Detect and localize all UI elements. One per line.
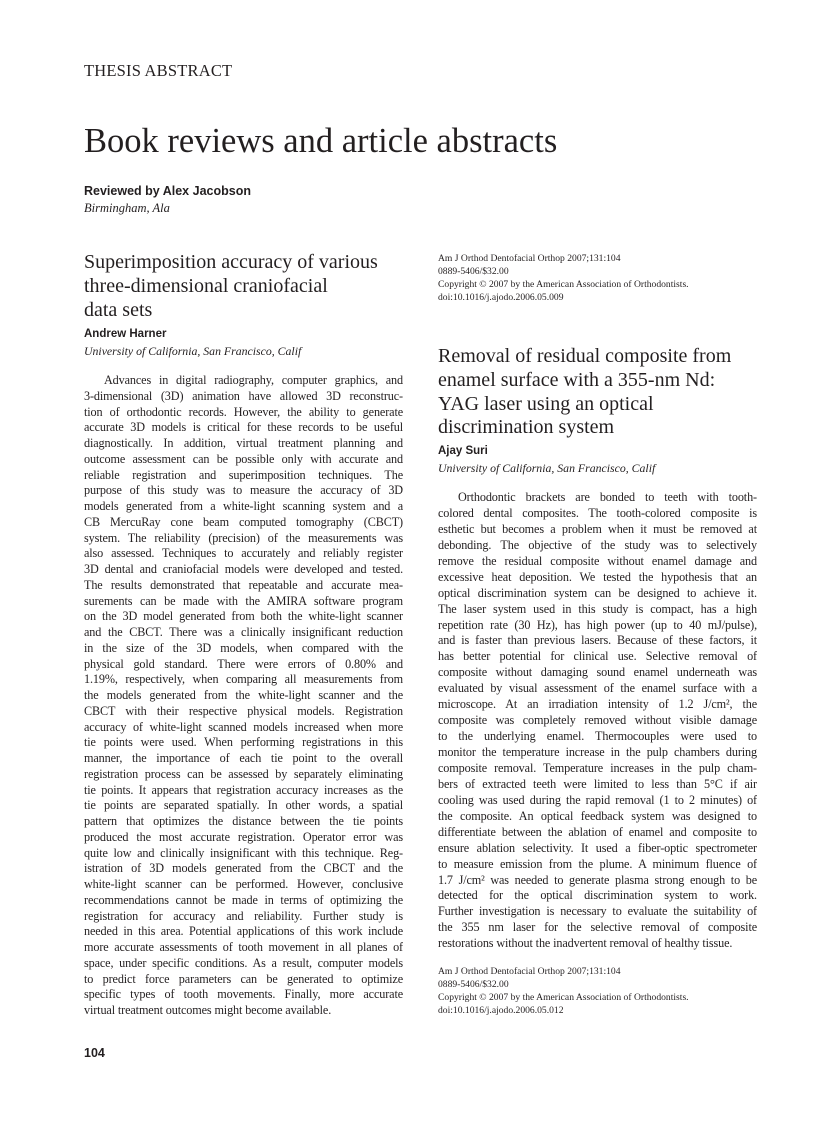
body-line: Further investigation is necessary to evaluate the suitability of — [438, 904, 757, 919]
body-line: the models generated from the white-light scanner and the — [84, 688, 403, 702]
body-line: physical gold standard. There were errors of 0.80% and — [84, 656, 403, 671]
body-line: quite low and clinically insignificant with this technique. Reg- — [84, 845, 403, 860]
citation-doi[interactable]: doi:10.1016/j.ajodo.2006.05.009 — [438, 292, 564, 303]
body-line: in the size of the 3D models, when compared with the — [84, 640, 403, 655]
body-line: colored dental composites. The tooth-colored composite is — [438, 505, 757, 520]
body-line: composite without damaging sound enamel underneath was — [438, 665, 757, 680]
body-line: monitor the temperature increase in the pulp chambers during — [438, 745, 757, 759]
body-line: tion of orthodontic records. However, the ability to generate — [84, 404, 403, 419]
body-line: diagnostically. In addition, virtual treatment planning and — [84, 436, 403, 450]
page-number: 104 — [84, 1046, 105, 1060]
body-line: the composite. An optical feedback system was designed to — [438, 808, 757, 823]
title-line: three-dimensional craniofacial — [84, 274, 328, 297]
body-line: space, under specific conditions. As a result, computer models — [84, 955, 403, 970]
body-line: registration for accuracy and reliability. Further study is — [84, 908, 403, 923]
body-line: needed in this area. Potential applications of this work include — [84, 924, 403, 939]
title-line: discrimination system — [438, 416, 615, 439]
body-line: manner, the importance of each tie point to the overall — [84, 751, 403, 765]
page-title: Book reviews and article abstracts — [84, 122, 558, 160]
reviewer-location: Birmingham, Ala — [84, 201, 170, 215]
body-line: CBCT with their respective physical models. Registration — [84, 703, 403, 718]
article2-title — [438, 345, 731, 440]
article1-citation — [438, 252, 689, 304]
body-line: to the underlying enamel. Thermocouples were used to — [438, 729, 757, 744]
body-line: accuracy of white-light scanned models increased when more — [84, 719, 403, 734]
article2-abstract — [438, 490, 757, 952]
article1-title — [84, 251, 378, 322]
body-line: debonding. The objective of the study was to selectively — [438, 537, 757, 552]
body-line: esthetic but becomes a problem when it must be removed at — [438, 521, 757, 536]
body-line: tie points. It appears that registration accuracy increases as the — [84, 782, 403, 797]
body-line: remove the residual composite without enamel damage and — [438, 553, 757, 568]
body-line: on the 3D model generated from both the white-light scanner — [84, 609, 403, 624]
body-line: The laser system used in this study is compact, has a high — [438, 601, 757, 616]
body-line: registration process can be assessed by separately eliminating — [84, 766, 403, 781]
body-line: outcome assessment can be possible only with accurate and — [84, 451, 403, 466]
body-line: excessive heat deposition. We tested the hypothesis that an — [438, 569, 757, 584]
body-line: microscope. At an irradiation intensity of 1.2 J/cm², the — [438, 697, 757, 712]
body-line: virtual treatment outcomes might become available. — [84, 1003, 332, 1017]
body-line: Orthodontic brackets are bonded to teeth with tooth- — [458, 490, 757, 504]
title-line: Superimposition accuracy of various — [84, 251, 378, 273]
citation-copyright: Copyright © 2007 by the American Association of Orthodontists. — [438, 279, 689, 290]
title-line: data sets — [84, 298, 153, 321]
body-line: recommendations cannot be made in terms of optimizing the — [84, 892, 403, 907]
body-line: 1.19%, respectively, when comparing all measurements from — [84, 672, 403, 687]
body-line: composite removal. Temperature increases in the pulp cham- — [438, 760, 757, 775]
body-line: white-light scanner can be performed. However, conclusive — [84, 877, 403, 891]
citation-issn: 0889-5406/$32.00 — [438, 266, 509, 277]
body-line: surements can be made with the AMIRA software program — [84, 593, 403, 608]
body-line: 3D dental and craniofacial models were developed and tested. — [84, 562, 403, 576]
body-line: bers of extracted teeth were limited to less than 5°C if air — [438, 776, 757, 791]
body-line: accurate 3D models is critical for these records to be useful — [84, 420, 403, 435]
reviewer-name: Reviewed by Alex Jacobson — [84, 184, 251, 198]
body-line: more accurate assessments of tooth movement in all planes of — [84, 940, 403, 954]
citation-copyright: Copyright © 2007 by the American Association of Orthodontists. — [438, 992, 689, 1003]
body-line: specific types of tooth movements. Finally, more accurate — [84, 987, 403, 1002]
body-line: differentiate between the ablation of enamel and composite to — [438, 824, 757, 839]
body-line: has better potential for clinical use. Selective removal of — [438, 649, 757, 664]
body-line: to predict force parameters can be generated to optimize — [84, 971, 403, 986]
body-line: tie points are separated spatially. In other words, a spatial — [84, 798, 403, 813]
body-line: also assessed. Techniques to accurately and reliably register — [84, 546, 403, 561]
body-line: tie points were used. When performing registrations in this — [84, 735, 403, 750]
body-line: to measure emission from the plume. A minimum fluence of — [438, 856, 757, 871]
citation-doi[interactable]: doi:10.1016/j.ajodo.2006.05.012 — [438, 1005, 564, 1016]
body-line: reliable registration and superimposition techniques. The — [84, 467, 403, 482]
citation-issn: 0889-5406/$32.00 — [438, 979, 509, 990]
body-line: produced the most accurate registration. Operator error was — [84, 829, 403, 844]
title-line: enamel surface with a 355-nm Nd: — [438, 368, 716, 391]
title-line: Removal of residual composite from — [438, 345, 732, 367]
section-label: THESIS ABSTRACT — [84, 61, 233, 80]
article1-affiliation: University of California, San Francisco, Calif — [84, 344, 302, 358]
body-line: The results demonstrated that repeatable and accurate mea- — [84, 577, 403, 592]
body-line: system. The reliability (precision) of the measurements was — [84, 530, 403, 545]
article2-citation — [438, 965, 689, 1017]
body-line: the 355 nm laser for the selective removal of composite — [438, 920, 757, 935]
title-line: YAG laser using an optical — [438, 392, 654, 415]
body-line: evaluated by visual assessment of the enamel surface with a — [438, 681, 757, 696]
body-line: 1.7 J/cm² was needed to generate plasma strong enough to be — [438, 872, 757, 887]
body-line: pattern that optimizes the distance between the tie points — [84, 814, 403, 828]
citation-journal: Am J Orthod Dentofacial Orthop 2007;131:104 — [438, 253, 621, 264]
body-line: repetition rate (30 Hz), has high power (up to 40 mJ/pulse), — [438, 617, 757, 632]
body-line: istration of 3D models generated from the CBCT and the — [84, 861, 403, 876]
body-line: restorations without the inadvertent removal of healthy tissue. — [438, 936, 733, 951]
body-line: models generated from a white-light scanning system and a — [84, 499, 403, 513]
body-line: ensure ablation selectivity. It used a fiber-optic spectrometer — [438, 840, 757, 855]
citation-journal: Am J Orthod Dentofacial Orthop 2007;131:104 — [438, 966, 621, 977]
body-line: detected for the optical discrimination system to work. — [438, 888, 757, 903]
body-line: 3-dimensional (3D) animation have allowed 3D reconstruc- — [84, 388, 403, 403]
body-line: and is faster than previous lasers. Because of these factors, it — [438, 633, 757, 648]
body-line: optical discrimination system can be designed to achieve it. — [438, 585, 757, 600]
article2-affiliation: University of California, San Francisco, Calif — [438, 461, 656, 475]
article1-abstract — [84, 373, 403, 1019]
body-line: composite was completely removed without visible damage — [438, 713, 757, 728]
body-line: and the CBCT. There was a clinically insignificant reduction — [84, 625, 403, 639]
body-line: CB MercuRay cone beam computed tomography (CBCT) — [84, 514, 403, 529]
body-line: purpose of this study was to measure the accuracy of 3D — [84, 483, 403, 498]
article1-author: Andrew Harner — [84, 328, 167, 340]
body-line: cooling was used during the rapid removal (1 to 2 minutes) of — [438, 792, 757, 807]
article2-author: Ajay Suri — [438, 445, 488, 457]
body-line: Advances in digital radiography, computer graphics, and — [104, 373, 403, 387]
